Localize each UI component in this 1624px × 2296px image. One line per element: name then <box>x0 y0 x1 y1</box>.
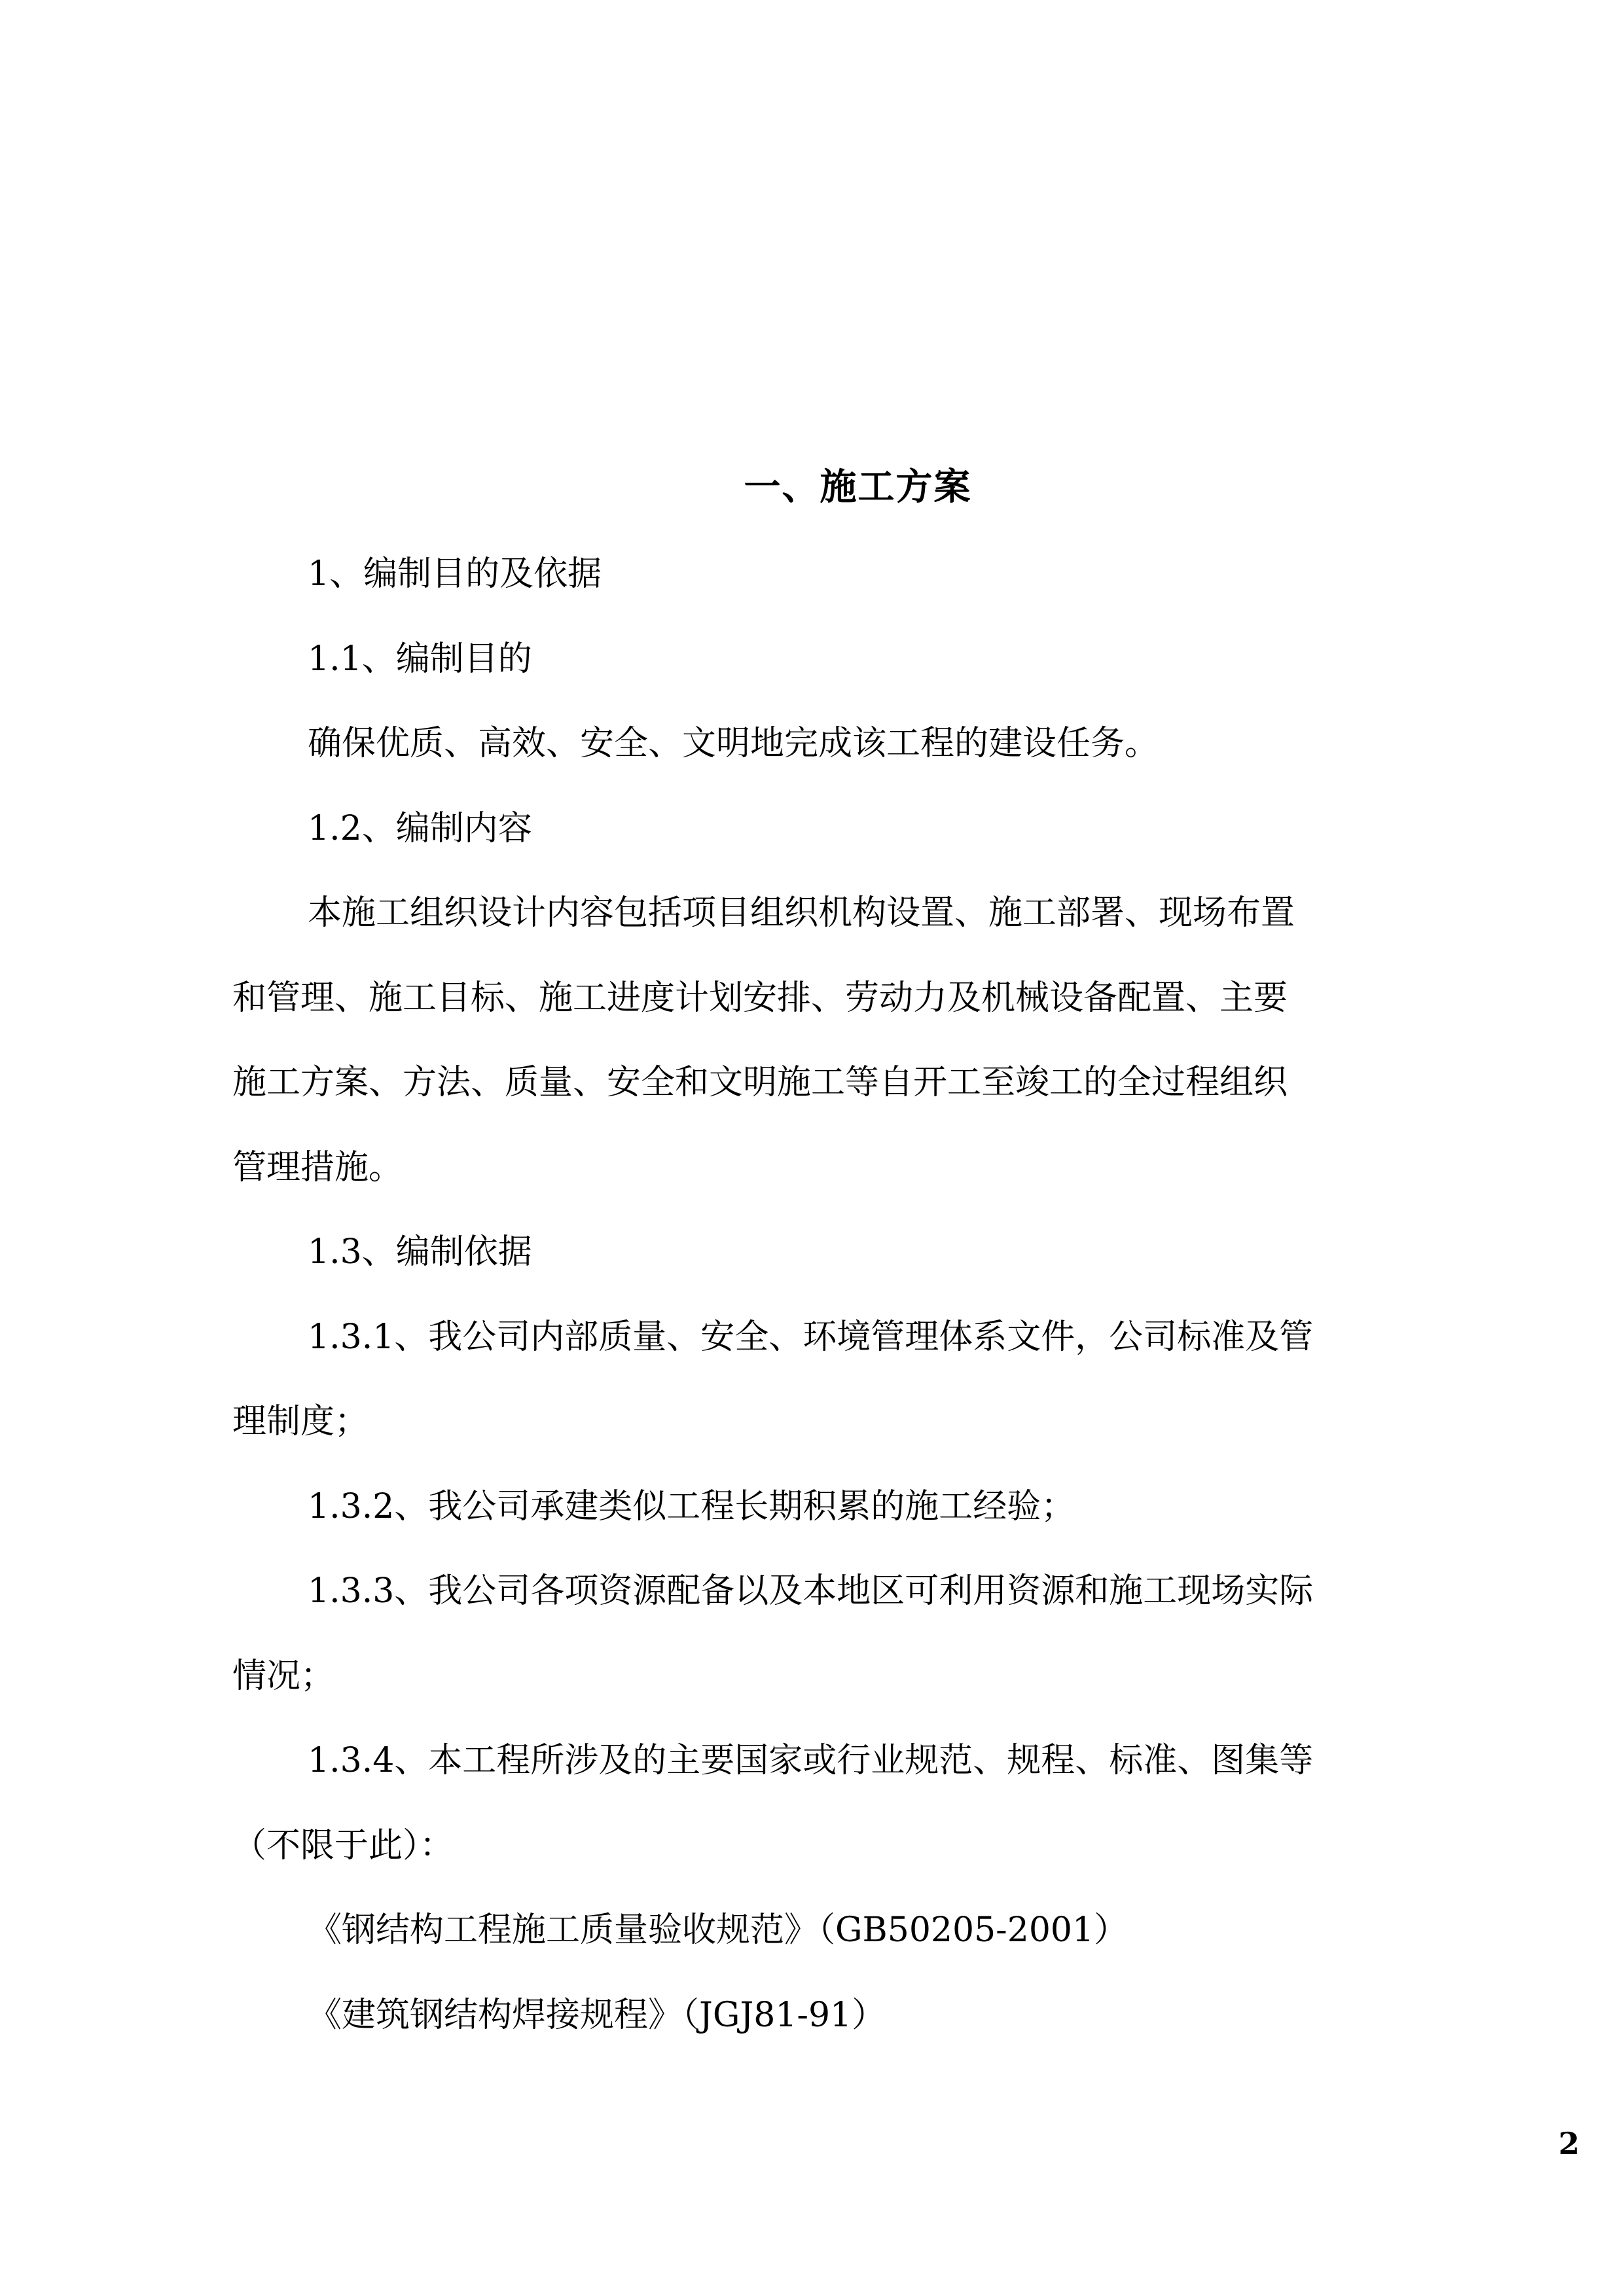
list-item-1-3-1-cont: 理制度； <box>232 1402 369 1441</box>
paragraph-content-line: 和管理、施工目标、施工进度计划安排、劳动力及机械设备配置、主要 <box>232 978 1288 1018</box>
heading-1-1: 1.1、编制目的 <box>308 639 532 679</box>
paragraph-content-line: 本施工组织设计内容包括项目组织机构设置、施工部署、现场布置 <box>308 893 1295 933</box>
standard-reference: 《钢结构工程施工质量验收规范》（GB50205-2001） <box>308 1910 1128 1950</box>
paragraph-purpose: 确保优质、高效、安全、文明地完成该工程的建设任务。 <box>308 724 1159 763</box>
list-item-1-3-3: 1.3.3、我公司各项资源配备以及本地区可利用资源和施工现场实际 <box>308 1571 1314 1611</box>
list-item-1-3-1: 1.3.1、我公司内部质量、安全、环境管理体系文件，公司标准及管 <box>308 1318 1314 1357</box>
list-item-1-3-4: 1.3.4、本工程所涉及的主要国家或行业规范、规程、标准、图集等 <box>308 1741 1314 1780</box>
paragraph-content-line: 施工方案、方法、质量、安全和文明施工等自开工至竣工的全过程组织 <box>232 1063 1288 1102</box>
section-title: 一、施工方案 <box>744 465 972 509</box>
standard-reference: 《建筑钢结构焊接规程》（JGJ81-91） <box>308 1996 886 2035</box>
heading-1-3: 1.3、编制依据 <box>308 1232 532 1272</box>
list-item-1-3-3-cont: 情况； <box>232 1657 335 1696</box>
paragraph-content-line: 管理措施。 <box>232 1148 403 1187</box>
list-item-1-3-2: 1.3.2、我公司承建类似工程长期积累的施工经验； <box>308 1487 1075 1526</box>
page-number: 2 <box>1558 2126 1579 2161</box>
heading-1-2: 1.2、编制内容 <box>308 809 532 848</box>
heading-1: 1、编制目的及依据 <box>308 554 602 594</box>
list-item-1-3-4-cont: （不限于此）： <box>232 1826 454 1865</box>
